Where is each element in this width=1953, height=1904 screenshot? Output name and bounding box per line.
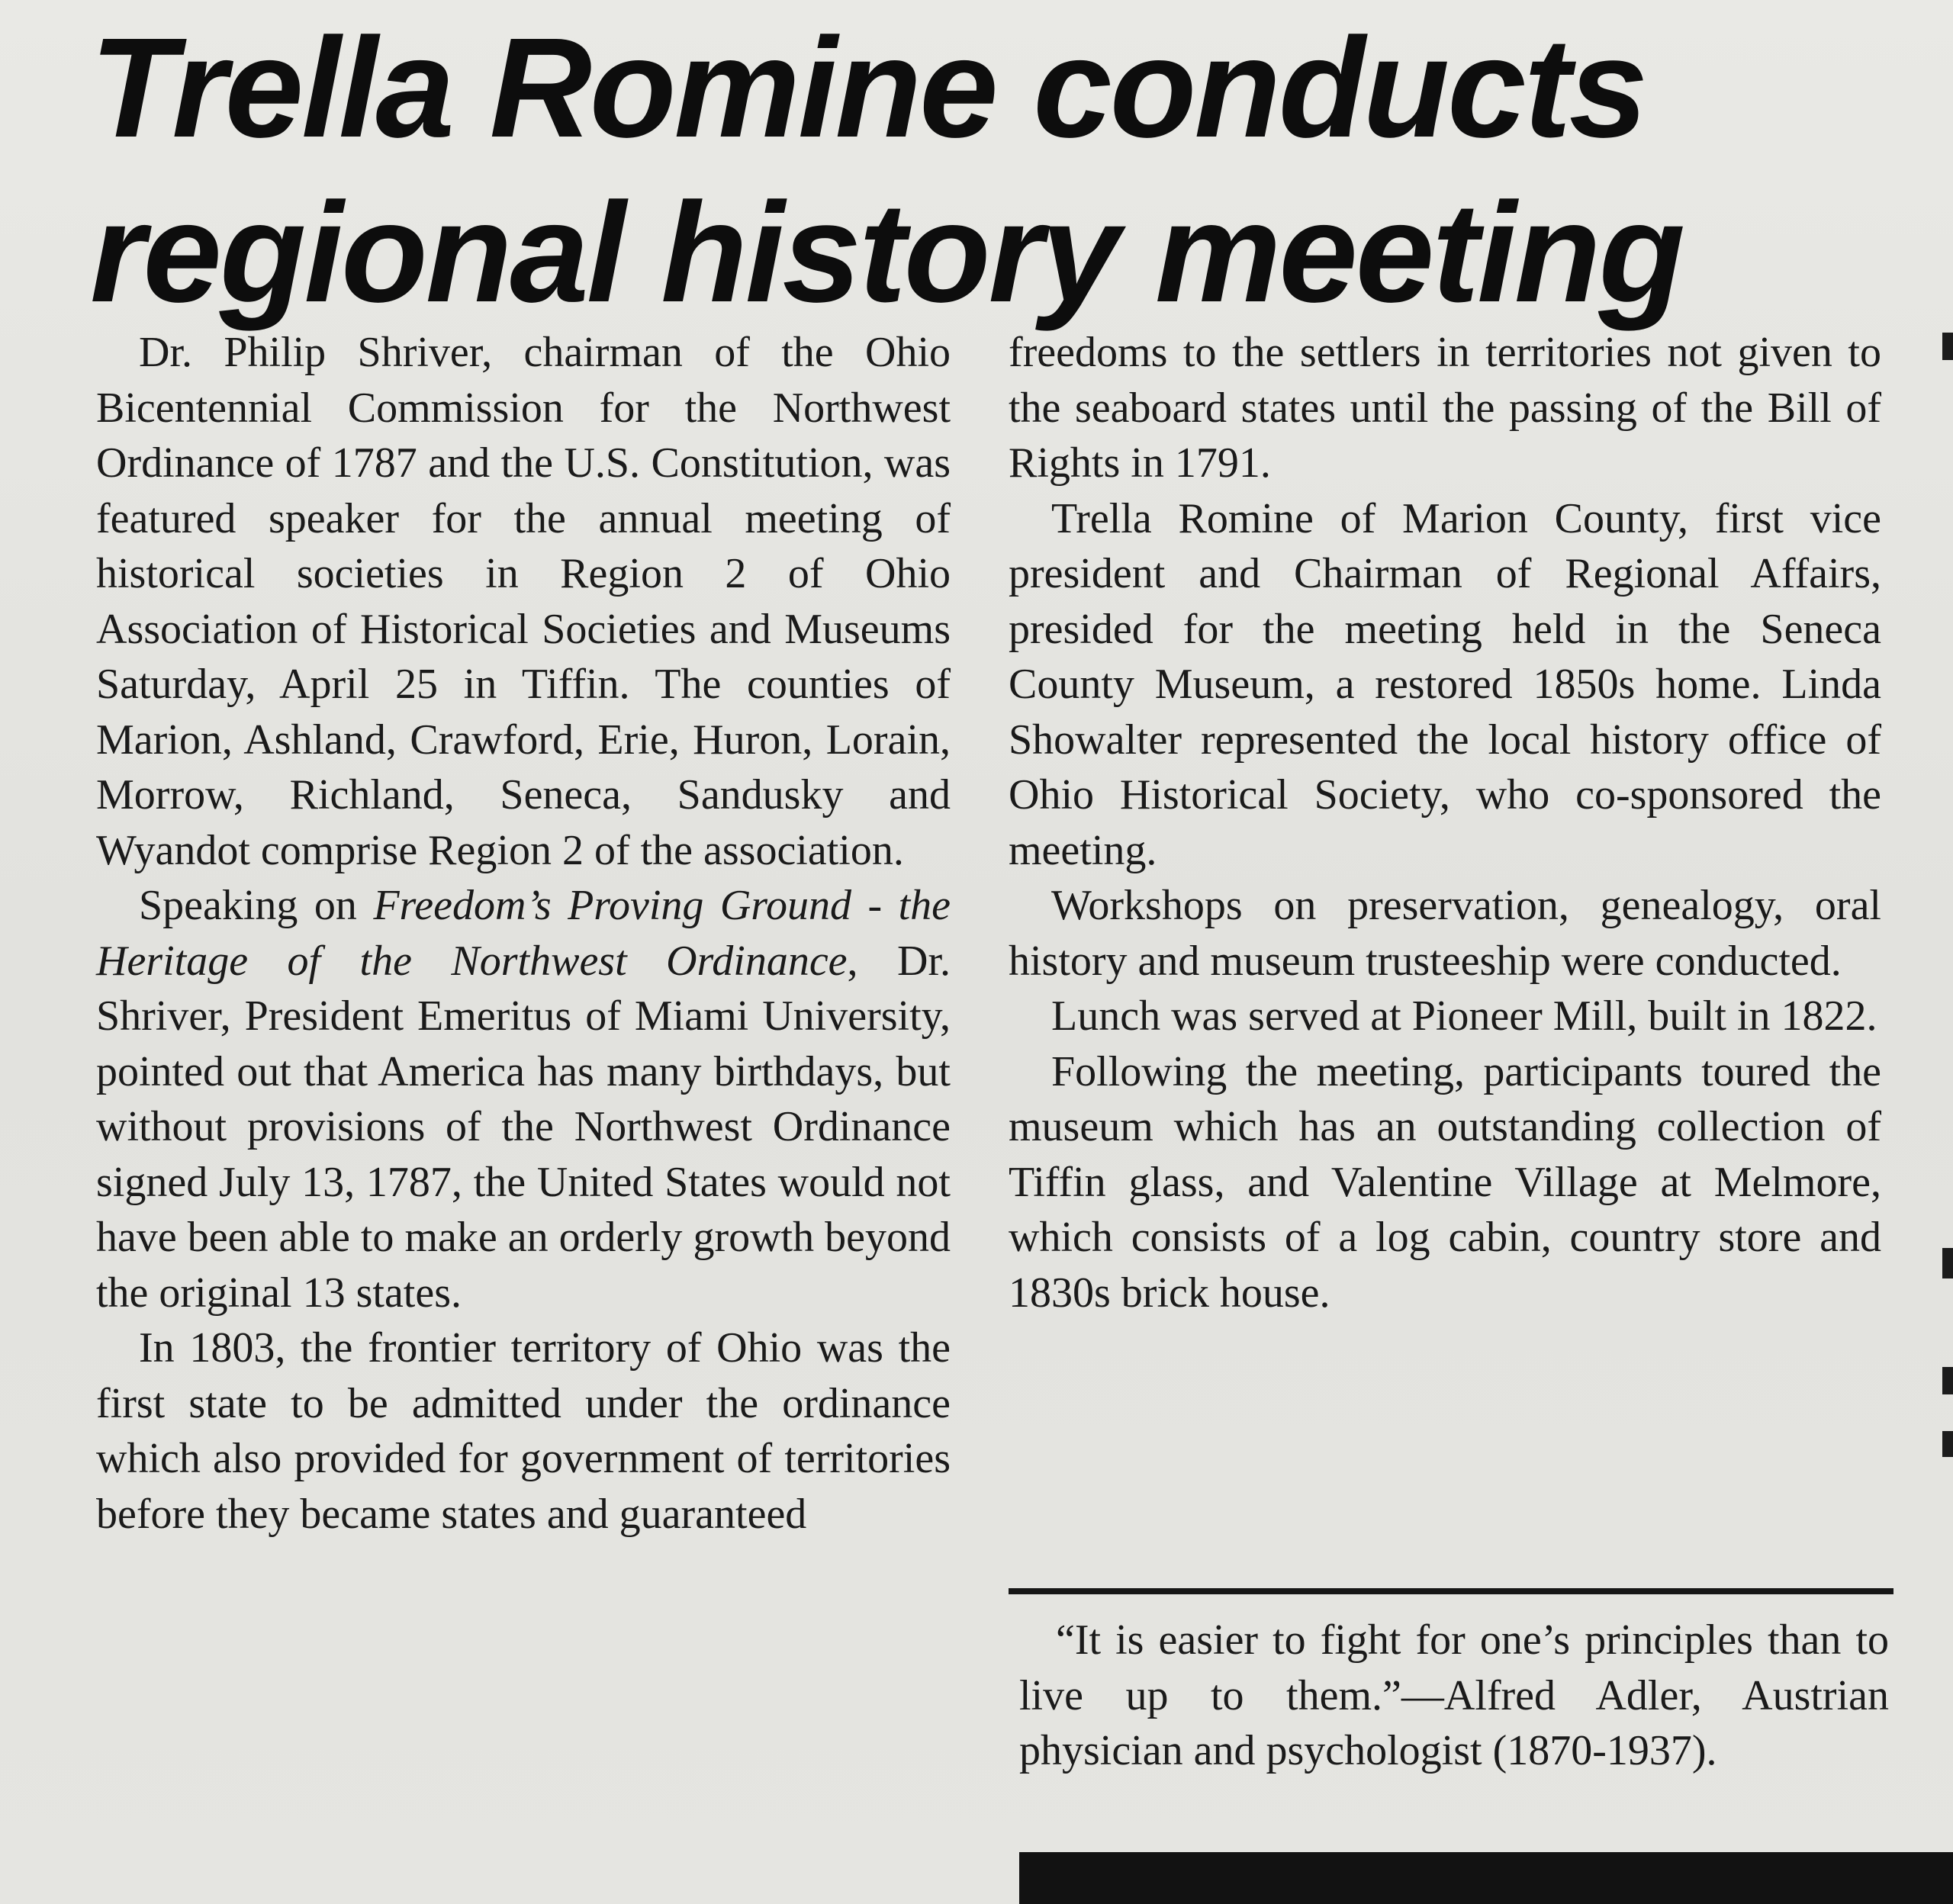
speech-title: Freedom’s Proving Ground - the Heritage of the Northwest Ordinance xyxy=(96,882,951,985)
article-right-column xyxy=(1009,325,1881,1320)
speech-topic-lead: Speaking on xyxy=(139,882,357,929)
article-left-column xyxy=(96,325,951,1542)
paragraph-presiding-officer: Trella Romine of Marion County, first vice president and Chairman of Regional Affairs, presided for the meeting held in the Seneca County Museum, a restored 1850s home. Linda Showalter represented the local history office of Ohio Historical Society, who co-sponsored the meeting. xyxy=(1009,494,1881,874)
adjacent-block-bar xyxy=(1019,1852,1953,1904)
paragraph-freedoms-continued: freedoms to the settlers in territories not given to the seaboard states until the passing of the Bill of Rights in 1791. xyxy=(1009,329,1881,487)
paragraph-workshops: Workshops on preservation, genealogy, oral history and museum trusteeship were conducted. xyxy=(1009,882,1881,985)
paragraph-ohio-admission: In 1803, the frontier territory of Ohio was the first state to be admitted under the ordinance which also provided for government of territories before they became states and guaranteed xyxy=(96,1324,951,1538)
filler-quote: “It is easier to fight for one’s principles than to live up to them.”—Alfred Adler, Austrian physician and psychologist (1870-1937). xyxy=(1019,1616,1889,1774)
paragraph-lunch: Lunch was served at Pioneer Mill, built in 1822. xyxy=(1051,992,1877,1040)
adjacent-column-fragment xyxy=(1942,1248,1953,1278)
headline-line-1: Trella Romine conducts xyxy=(90,9,1646,167)
adjacent-column-fragment xyxy=(1942,333,1953,360)
headline-line-2: regional history meeting xyxy=(90,174,1684,332)
paragraph-speaker-intro: Dr. Philip Shriver, chairman of the Ohio Bicentennial Commission for the Northwest Ordinance of 1787 and the U.S. Constitution, was featured speaker for the annual meeting of historical societies in Region 2 of Ohio Association of Historical Societies and Museums Saturday, April 25 in Tiffin. The counties of Marion, Ashland, Crawford, Erie, Huron, Lorain, Morrow, Richland, Seneca, Sandusky and Wyandot comprise Region 2 of the association. xyxy=(96,329,951,874)
paragraph-museum-tour: Following the meeting, participants toured the museum which has an outstanding collection of Tiffin glass, and Valentine Village at Melmore, which consists of a log cabin, country store and 1830s brick house. xyxy=(1009,1047,1881,1317)
quote-divider-rule xyxy=(1009,1588,1893,1594)
paragraph-speech-topic xyxy=(96,878,951,1320)
adjacent-column-fragment xyxy=(1942,1367,1953,1394)
speech-topic-body: , Dr. Shriver, President Emeritus of Miami University, pointed out that America has many birthdays, but without provisions of the Northwest Ordinance signed July 13, 1787, the United States would not have been able to make an orderly growth beyond the original 13 states. xyxy=(96,937,951,1317)
article-headline xyxy=(90,6,1860,336)
adjacent-column-fragment xyxy=(1942,1431,1953,1457)
